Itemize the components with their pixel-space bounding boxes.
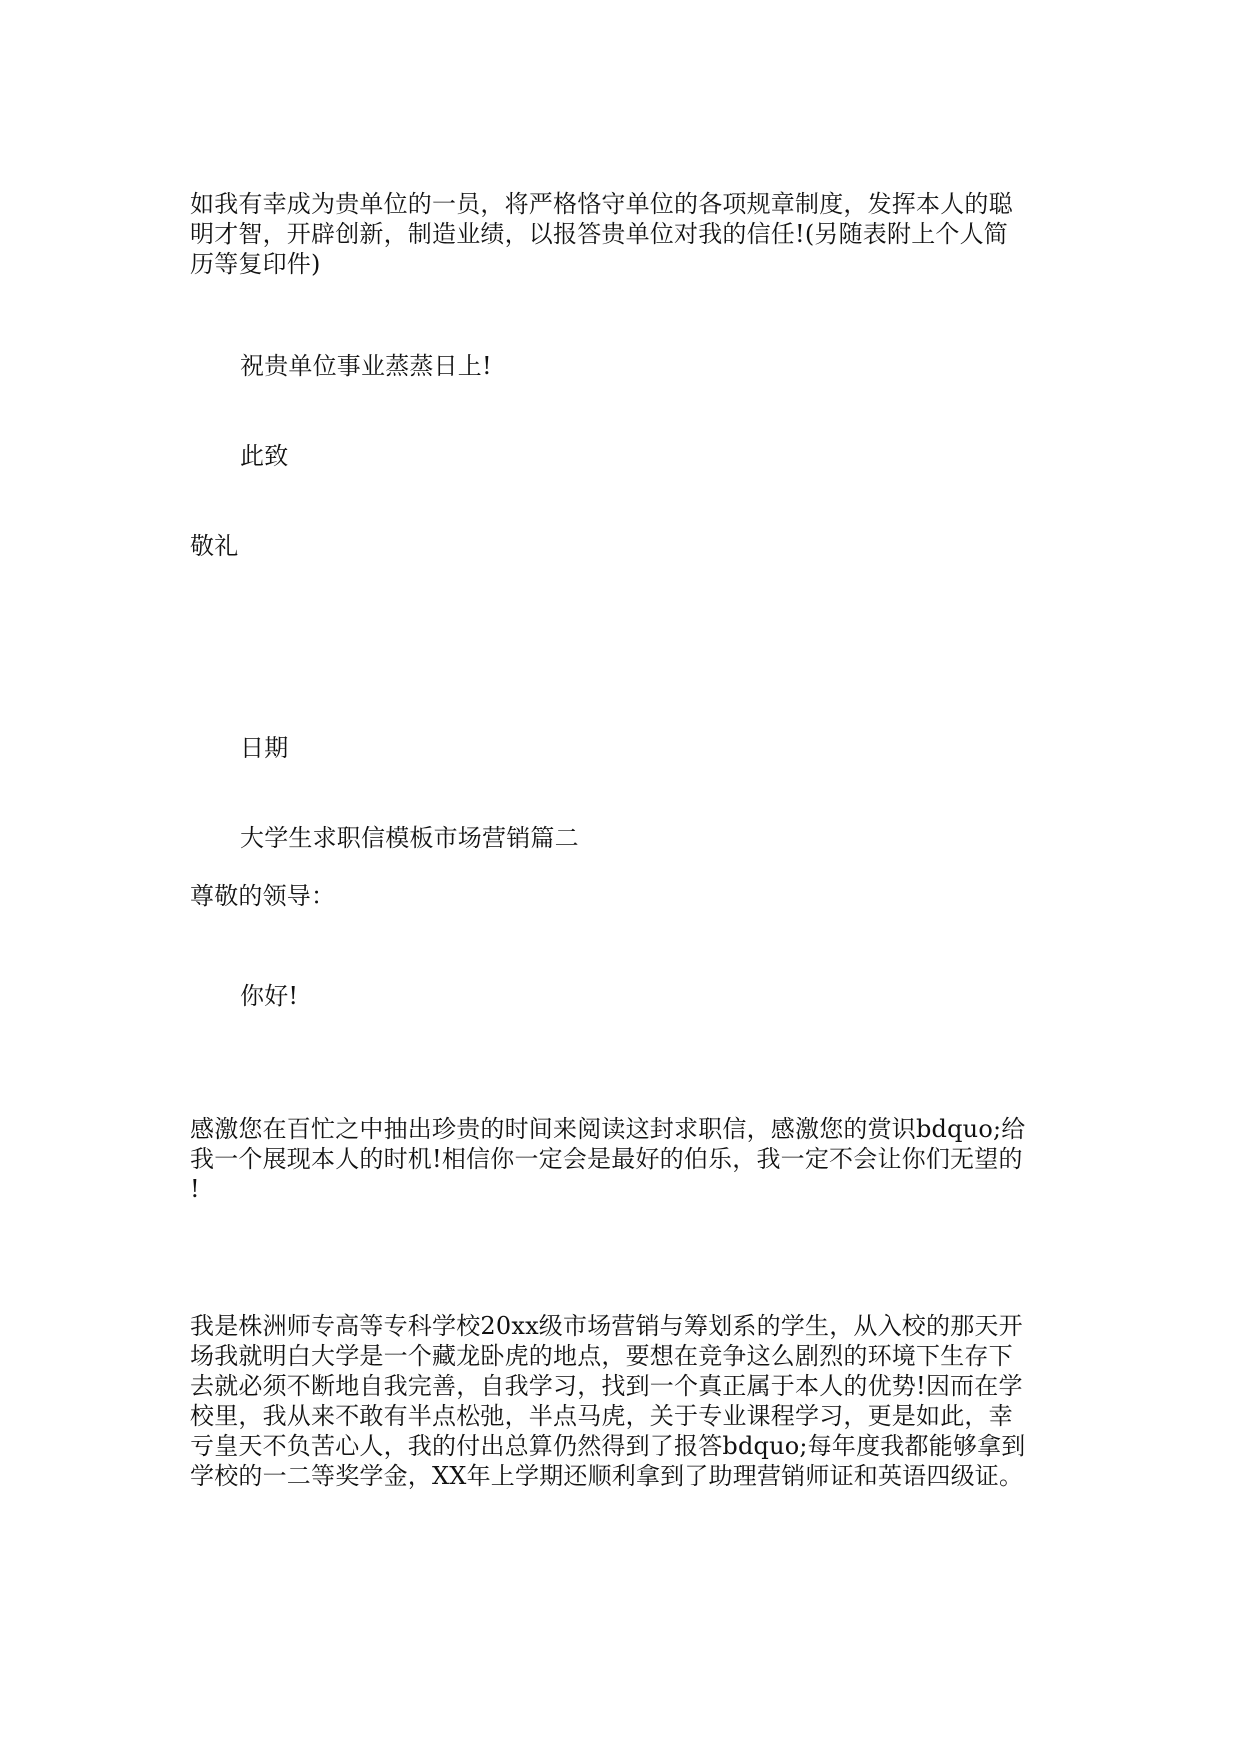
closing-jingli: 敬礼 xyxy=(190,532,239,560)
paragraph-line: 明才智，开辟创新，制造业绩，以报答贵单位对我的信任!(另随表附上个人简 xyxy=(190,220,1009,248)
paragraph-line: ! xyxy=(190,1175,200,1203)
paragraph-line: 历等复印件) xyxy=(190,250,321,278)
paragraph-line: 我一个展现本人的时机!相信你一定会是最好的伯乐，我一定不会让你们无望的 xyxy=(190,1145,1023,1173)
date-label: 日期 xyxy=(240,734,289,762)
paragraph-line: 亏皇天不负苦心人，我的付出总算仍然得到了报答bdquo;每年度我都能够拿到 xyxy=(190,1432,1026,1460)
paragraph-line: 如我有幸成为贵单位的一员，将严格恪守单位的各项规章制度，发挥本人的聪 xyxy=(190,190,1013,218)
section-heading: 大学生求职信模板市场营销篇二 xyxy=(240,824,579,852)
greeting: 你好! xyxy=(240,982,299,1010)
paragraph-line: 我是株洲师专高等专科学校20xx级市场营销与筹划系的学生，从入校的那天开 xyxy=(190,1312,1023,1340)
paragraph-line: 场我就明白大学是一个藏龙卧虎的地点，要想在竞争这么剧烈的环境下生存下 xyxy=(190,1342,1013,1370)
closing-wish: 祝贵单位事业蒸蒸日上! xyxy=(240,352,492,380)
paragraph-line: 学校的一二等奖学金，XX年上学期还顺利拿到了助理营销师证和英语四级证。 xyxy=(190,1462,1024,1490)
paragraph-line: 去就必须不断地自我完善，自我学习，找到一个真正属于本人的优势!因而在学 xyxy=(190,1372,1023,1400)
closing-cizhi: 此致 xyxy=(240,442,289,470)
paragraph-line: 感激您在百忙之中抽出珍贵的时间来阅读这封求职信，感激您的赏识bdquo;给 xyxy=(190,1115,1026,1143)
salutation: 尊敬的领导： xyxy=(190,882,336,910)
paragraph-line: 校里，我从来不敢有半点松弛，半点马虎，关于专业课程学习，更是如此，幸 xyxy=(190,1402,1013,1430)
